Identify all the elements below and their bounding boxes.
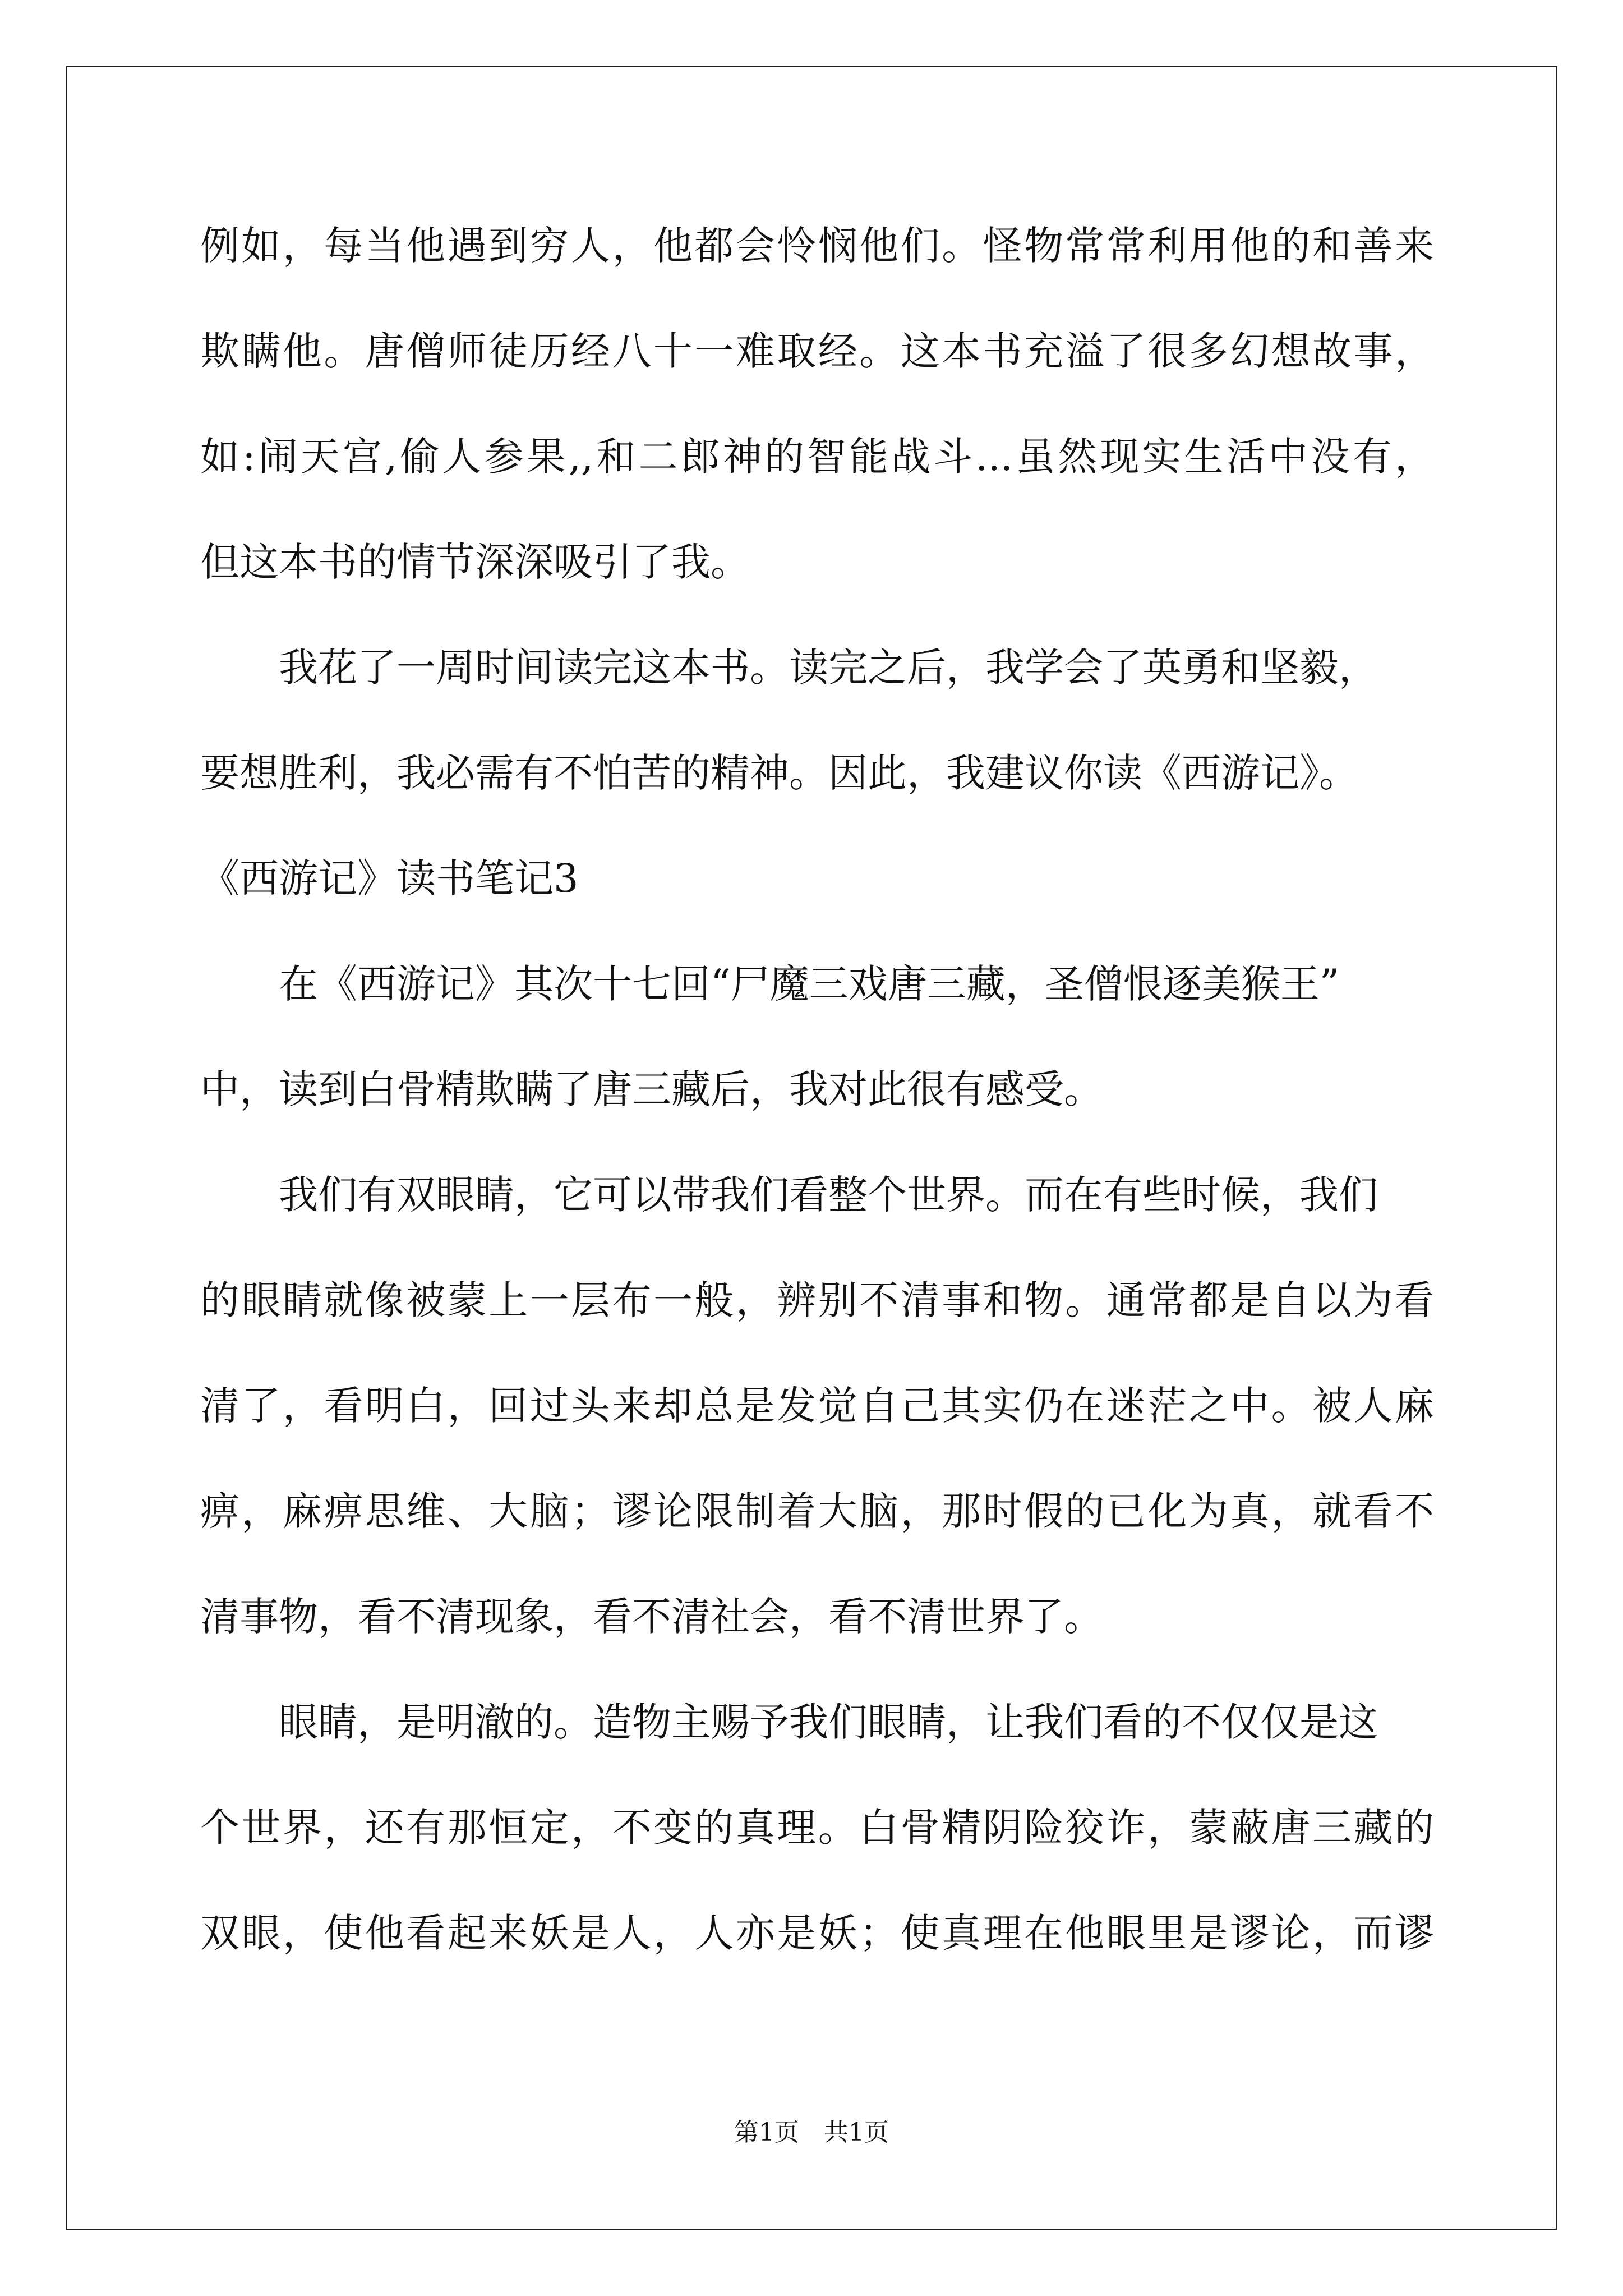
text-line: 欺瞒他。唐僧师徒历经八十一难取经。这本书充溢了很多幻想故事， <box>200 328 1434 374</box>
document-body <box>200 219 1434 1960</box>
text-line: 但这本书的情节深深吸引了我。 <box>200 539 750 585</box>
page-number-footer: 第1页 共1页 <box>734 2118 889 2147</box>
text-line: 中，读到白骨精欺瞒了唐三藏后，我对此很有感受。 <box>200 1066 1103 1112</box>
text-line: 的眼睛就像被蒙上一层布一般，辨别不清事和物。通常都是自以为看 <box>200 1277 1434 1323</box>
text-line: 清了，看明白，回过头来却总是发觉自己其实仍在迷茫之中。被人麻 <box>200 1383 1434 1429</box>
text-line: 例如，每当他遇到穷人，他都会怜悯他们。怪物常常利用他的和善来 <box>200 223 1434 269</box>
text-line: 个世界，还有那恒定，不变的真理。白骨精阴险狡诈，蒙蔽唐三藏的 <box>200 1805 1434 1851</box>
text-line: 双眼，使他看起来妖是人，人亦是妖；使真理在他眼里是谬论，而谬 <box>200 1910 1434 1956</box>
text-line: 清事物，看不清现象，看不清社会，看不清世界了。 <box>200 1594 1103 1640</box>
paragraph-start-line: 眼睛，是明澈的。造物主赐予我们眼睛，让我们看的不仅仅是这 <box>279 1699 1378 1745</box>
text-line: 痹，麻痹思维、大脑；谬论限制着大脑，那时假的已化为真，就看不 <box>200 1488 1434 1534</box>
paragraph-start-line: 在《西游记》其次十七回“尸魔三戏唐三藏，圣僧恨逐美猴王” <box>279 961 1340 1007</box>
paragraph-start-line: 我花了一周时间读完这本书。读完之后，我学会了英勇和坚毅， <box>279 645 1378 691</box>
text-line: 如:闹天宫,偷人参果,,和二郎神的智能战斗...虽然现实生活中没有， <box>200 434 1434 480</box>
section-heading: 《西游记》读书笔记3 <box>200 855 579 901</box>
paragraph-start-line: 我们有双眼睛，它可以带我们看整个世界。而在有些时候，我们 <box>279 1172 1378 1218</box>
text-line: 要想胜利，我必需有不怕苦的精神。因此，我建议你读《西游记》。 <box>200 750 1358 796</box>
